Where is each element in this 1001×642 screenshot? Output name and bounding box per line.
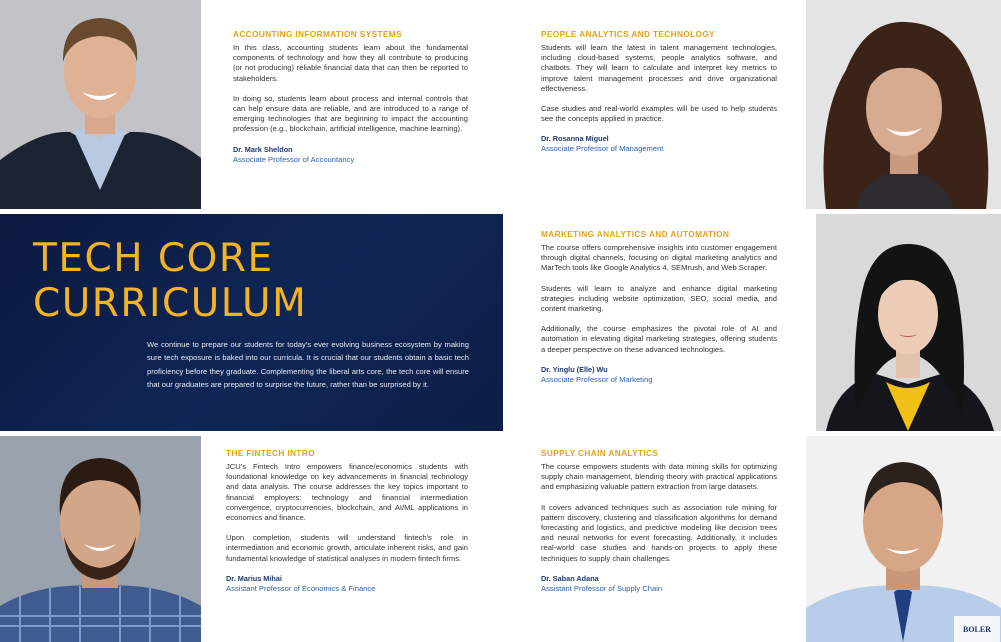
course-paragraph: It covers advanced techniques such as association rule mining for pattern discovery, clustering and classification algorithms for demand forecasting and logistics, and predictive modeling like decision trees and neural networks for event forecasting. Additionally, it includes real-world case studies and hands-on projects to apply these techniques to supply chain challenges. bbox=[541, 502, 777, 563]
professor-name: Dr. Marius Mihai bbox=[226, 573, 282, 583]
professor-name: Dr. Rosanna Miguel bbox=[541, 134, 609, 144]
course-title: SUPPLY CHAIN ANALYTICS bbox=[541, 448, 659, 458]
hero-title-line1: TECH CORE bbox=[33, 236, 274, 281]
professor-name: Dr. Mark Sheldon bbox=[233, 144, 293, 154]
course-paragraph: The course offers comprehensive insights into customer engagement through digital channels, focusing on digital marketing analytics and MarTech tools like Google Analytics 4, SEMrush, and Web Scraper. bbox=[541, 243, 777, 273]
course-paragraph: Case studies and real-world examples will be used to help students see the concepts applied in practice. bbox=[541, 104, 777, 124]
course-fintech bbox=[226, 448, 468, 594]
hero-panel bbox=[0, 214, 503, 431]
course-paragraph: Upon completion, students will understand fintech's role in intermediation and economic growth, articulate inherent risks, and gain fundamental knowledge of statistical analyses in modern fintech firms. bbox=[226, 533, 468, 563]
professor-title: Assistant Professor of Economics & Finance bbox=[226, 583, 376, 593]
course-supply-chain bbox=[541, 448, 777, 594]
hero-title bbox=[33, 236, 307, 326]
hero-title-line2: CURRICULUM bbox=[33, 281, 308, 326]
photo-marius-mihai bbox=[0, 436, 201, 642]
photo-mark-sheldon bbox=[0, 0, 201, 209]
course-paragraph: JCU's Fintech Intro empowers finance/economics students with foundational knowledge on key advancements in financial technology and data analysis. The course addresses the key topics important to financial employers: technology and financial intermediation convergence, cryptocurrencies, blockchain, and AI/ML applications in economics and finance. bbox=[226, 462, 468, 523]
course-paragraph: Students will learn the latest in talent management technologies, including cloud-based systems, people analytics software, and chatbots. They will learn to calculate and interpret key metrics to improve talent management processes and drive organizational effectiveness. bbox=[541, 43, 777, 93]
hero-text: We continue to prepare our students for today's ever evolving business ecosystem by making sure tech exposure is baked into our curricula. It is crucial that our students obtain a basic tech proficiency before they graduate. Complementing the liberal arts core, the tech core will ensure that our graduates are prepared to surprise the future, rather than be surprised by it. bbox=[147, 340, 469, 390]
course-title: THE FINTECH INTRO bbox=[226, 448, 315, 458]
professor-title: Associate Professor of Accountancy bbox=[233, 154, 355, 164]
course-paragraph: In this class, accounting students learn about the fundamental components of technology and how they all contribute to producing (or not producing) reliable financial data that can then be reported to stakeholders. bbox=[233, 43, 468, 83]
professor-title: Associate Professor of Management bbox=[541, 144, 664, 154]
professor-title: Associate Professor of Marketing bbox=[541, 374, 653, 384]
course-title: PEOPLE ANALYTICS AND TECHNOLOGY bbox=[541, 29, 716, 39]
course-marketing-analytics bbox=[541, 229, 777, 385]
photo-saban-adana bbox=[806, 436, 1001, 642]
course-paragraph: In doing so, students learn about process and internal controls that can help ensure data are reliable, and are introduced to a range of emerging technologies that are beginning to impact the accounting profession (e.g., blockchain, artificial intelligence, machine learning). bbox=[233, 93, 468, 134]
course-title: ACCOUNTING INFORMATION SYSTEMS bbox=[233, 29, 402, 39]
course-title: MARKETING ANALYTICS AND AUTOMATION bbox=[541, 229, 730, 239]
course-paragraph: Additionally, the course emphasizes the pivotal role of AI and automation in elevating digital marketing strategies, offering students a deeper perspective on these advanced technologies. bbox=[541, 324, 777, 354]
course-accounting bbox=[233, 29, 468, 165]
course-people-analytics bbox=[541, 29, 777, 154]
photo-yinglu-wu bbox=[816, 214, 1001, 431]
professor-title: Assistant Professor of Supply Chain bbox=[541, 583, 663, 593]
course-paragraph: Students will learn to analyze and enhance digital marketing strategies including website optimization, SEO, social media, and content marketing. bbox=[541, 283, 777, 314]
professor-name: Dr. Yinglu (Elle) Wu bbox=[541, 364, 608, 374]
boler-logo-text: BOLER bbox=[962, 625, 992, 634]
professor-name: Dr. Saban Adana bbox=[541, 573, 599, 583]
course-paragraph: The course empowers students with data mining skills for optimizing supply chain management, blending theory with practical applications and emphasizing valuable pattern extraction from large datasets. bbox=[541, 462, 777, 492]
photo-rosanna-miguel bbox=[806, 0, 1001, 209]
